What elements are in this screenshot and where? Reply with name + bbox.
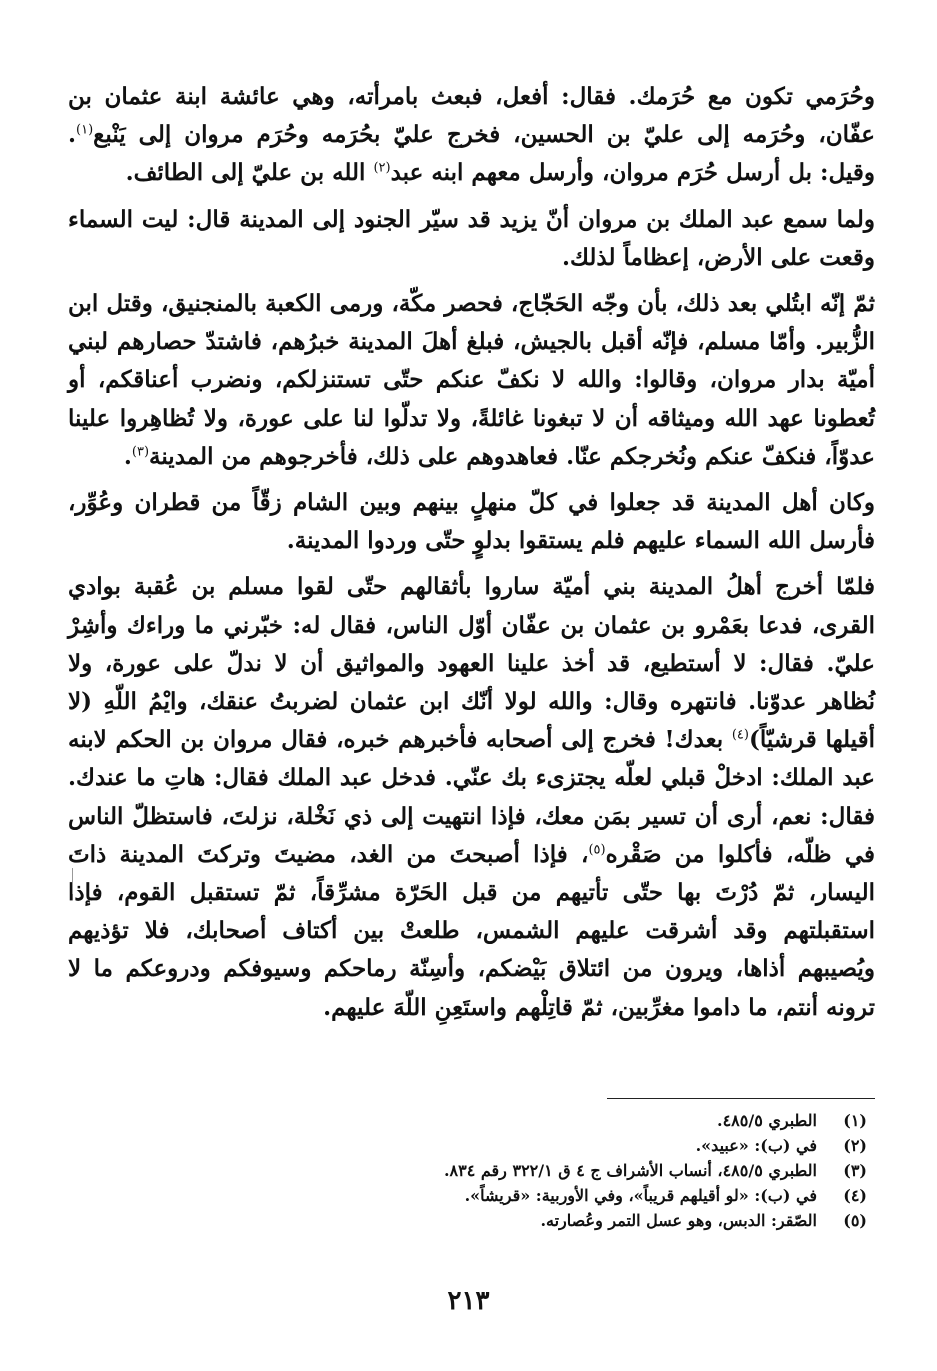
- paragraph: [68, 285, 875, 476]
- footnote-item: [307, 1108, 867, 1133]
- footnote-marker: (١): [76, 122, 94, 138]
- footnote-text: الطبري ٤٨٥/٥.: [717, 1111, 817, 1130]
- footnote-separator: [607, 1098, 875, 1099]
- paragraph-text: ، فإذا أصبحتَ من الغد، مضيتَ وتركتَ المدينة ذاتَ اليسار، ثمّ دُرْتَ بها حتّى تأتيهم من قبل الحَرّة مشرِّقاً، ثمّ تستقبل القوم، فإذا استقبلتهم وقد أشرقت عليهم الشمس، طلعتْ بين أكتاف أصحابك، فلا تؤذيهم ويُصيبهم أذاها، ويرون من ائتلاق بَيْضكم، وأسِنّة رماحكم وسيوفكم ودروعكم ما لا ترونه أنتم، ما داموا مغرِّبين، ثمّ قاتِلْهم واستَعِنِ اللّهَ عليهم.: [68, 840, 875, 1021]
- footnote-text: في (ب): «لو أقيلهم قريباً»، وفي الأوربية: «قريشاً».: [464, 1186, 817, 1205]
- footnote-text: في (ب): «عبيد».: [695, 1136, 817, 1155]
- footnote-number: (٣): [843, 1161, 867, 1180]
- paragraph-text: بعدك! فخرج إلى أصحابه فأخبرهم خبره، فقال مروان بن الحكم لابنه عبد الملك: ادخلْ قبلي لعلّه يجتزىء بك عنّي. فدخل عبد الملك فقال: هاتِ ما عندك. فقال: نعم، أرى أن تسير بمَن معك، فإذا انتهيت إلى ذي نَخْلة، نزلتَ، فاستظلّ الناس في ظلّه، فأكلوا من صَقْره: [68, 726, 875, 868]
- margin-mark: [72, 868, 73, 894]
- paragraph-text: الله بن عليّ إلى الطائف.: [125, 159, 374, 187]
- paragraph-text: ثمّ إنّه ابتُلي بعد ذلك، بأن وجّه الحَجّاج، فحصر مكّة، ورمى الكعبة بالمنجنيق، وقتل ابن الزُّبير. وأمّا مسلم، فإنّه أقبل بالجيش، فبلغ أهلَ المدينة خبرُهم، فاشتدّ حصارهم لبني أميّة بدار مروان، وقالوا: والله لا نكفّ عنكم حتّى تستنزلكم، ونضرب أعناقكم، أو تُعطونا عهد الله وميثاقه أن لا تبغونا غائلةً، ولا تدلّوا لنا على عورة، ولا تُظاهِروا علينا عدوّاً، فنكفّ عنكم ونُخرجكم عنّا. فعاهدوهم على ذلك، فأخرجوهم من المدينة: [68, 290, 875, 470]
- paragraph-text: . وقيل: بل أرسل حُرَم مروان، وأرسل معهم ابنه عبد: [68, 121, 875, 187]
- footnote-marker: (٢): [373, 160, 391, 176]
- paragraph-text: وكان أهل المدينة قد جعلوا في كلّ منهلٍ بينهم وبين الشام زقّاً من قطران وعُوِّر، فأرسل الله السماء عليهم فلم يستقوا بدلوٍ حتّى وردوا المدينة.: [68, 489, 875, 555]
- paragraph-text: .: [123, 442, 132, 470]
- footnote-number: (١): [843, 1111, 867, 1130]
- footnote-marker: (٥): [588, 842, 606, 858]
- footnote-number: (٥): [843, 1211, 867, 1230]
- paragraph: [68, 568, 875, 1026]
- paragraph: [68, 201, 875, 277]
- footnote-text: الصّقر: الدبس، وهو عسل التمر وعُصارته.: [540, 1211, 817, 1230]
- footnote-marker: (٤): [731, 727, 749, 743]
- footnote-item: [307, 1208, 867, 1233]
- main-text: [68, 78, 875, 1027]
- footnote-item: [307, 1158, 867, 1183]
- paragraph: [68, 484, 875, 560]
- footnotes-list: [307, 1108, 867, 1233]
- footnote-marker: (٣): [131, 444, 150, 460]
- footnote-item: [307, 1183, 867, 1208]
- paragraph-text: ولما سمع عبد الملك بن مروان أنّ يزيد قد سيّر الجنود إلى المدينة قال: ليت السماء وقعت على الأرض، إعظاماً لذلك.: [68, 205, 875, 271]
- paragraph: [68, 78, 875, 193]
- paragraph-text: وحُرَمي تكون مع حُرَمك. فقال: أفعل، فبعث بامرأته، وهي عائشة ابنة عثمان بن عفّان، وحُرَمه إلى عليّ بن الحسين، فخرج عليّ بحُرَمه وحُرَم مروان إلى يَنْبع: [68, 83, 875, 149]
- paragraph-text: فلمّا أخرج أهلُ المدينة بني أميّة ساروا بأثقالهم حتّى لقوا مسلم بن عُقبة بوادي القرى، فدعا بعَمْرو بن عثمان بن عفّان أوّل الناس، فقال له: خبّرني ما وراءك وأشِرْ عليّ. فقال: لا أستطيع، قد أخذ علينا العهود والمواثيق أن لا ندلّ على عورة، ولا نُظاهر عدوّنا. فانتهره وقال: والله لولا أنّك ابن عثمان لضربتُ عنقك، وايْمُ اللّهِ (لا أقيلها قرشيّاً): [68, 573, 875, 754]
- footnote-number: (٤): [843, 1186, 867, 1205]
- footnote-text: الطبري ٤٨٥/٥، أنساب الأشراف ج ٤ ق ٣٢٢/١ رقم ٨٣٤.: [443, 1161, 817, 1180]
- footnote-number: (٢): [843, 1136, 867, 1155]
- footnote-item: [307, 1133, 867, 1158]
- page-number: ٢١٣: [447, 1286, 490, 1316]
